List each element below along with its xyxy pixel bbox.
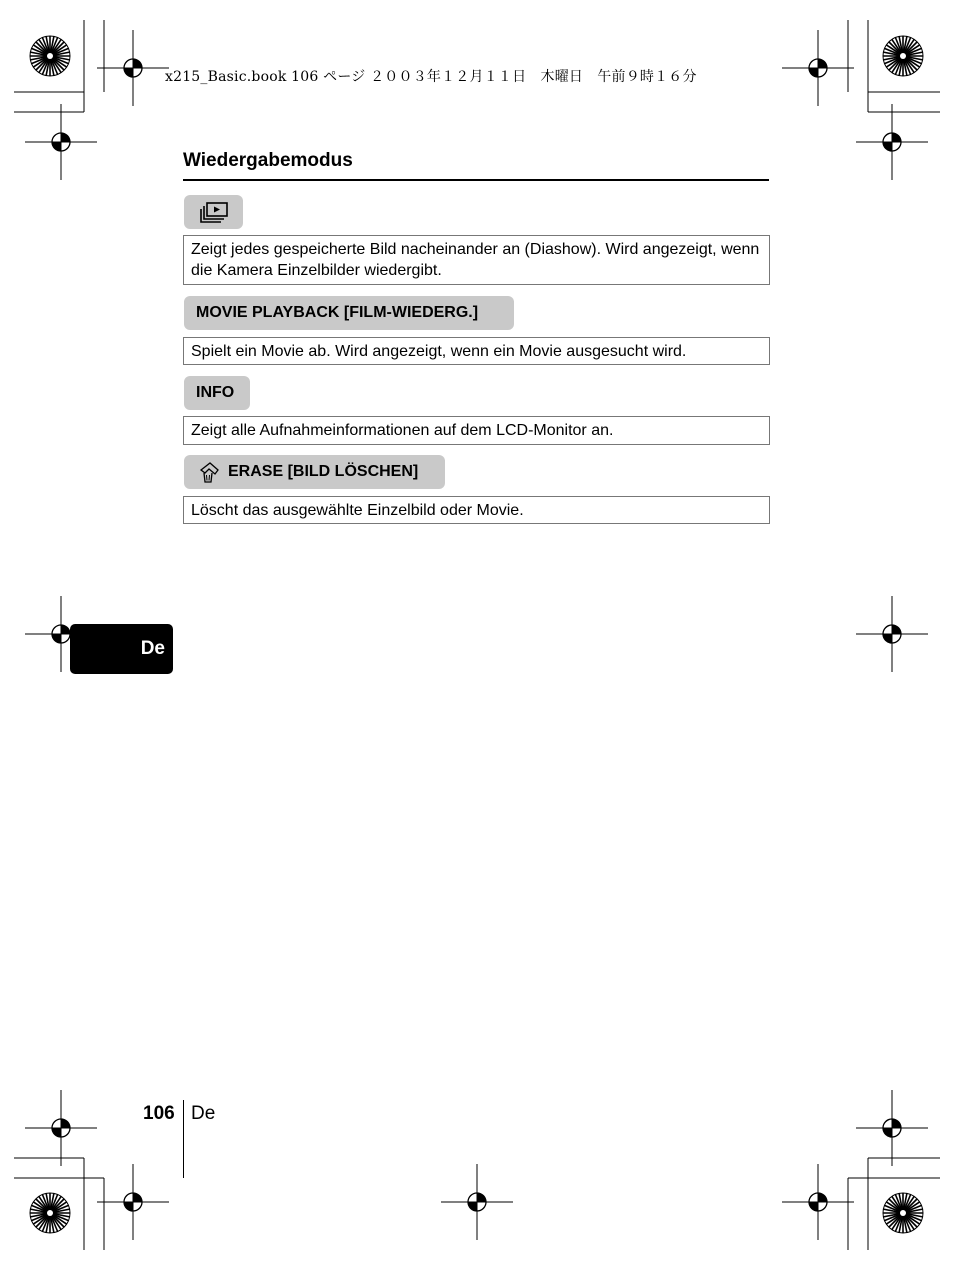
movie-playback-description: Spielt ein Movie ab. Wird angezeigt, wenn ein Movie ausgesucht wird. <box>183 337 770 365</box>
slideshow-icon <box>198 201 230 223</box>
slideshow-label <box>184 195 243 229</box>
section-title: Wiedergabemodus <box>183 150 769 181</box>
footer-divider <box>183 1100 184 1178</box>
footer-language: De <box>191 1103 216 1124</box>
info-label: INFO <box>184 376 250 410</box>
print-header: x215_Basic.book 106 ページ ２００３年１２月１１日 木曜日 午前９時１６分 <box>165 69 697 85</box>
info-description: Zeigt alle Aufnahmeinformationen auf dem LCD-Monitor an. <box>183 416 770 445</box>
slideshow-description: Zeigt jedes gespeicherte Bild nacheinander an (Diashow). Wird angezeigt, wenn die Kamera Einzelbilder wiedergibt. <box>183 235 770 285</box>
erase-label-text: ERASE [BILD LÖSCHEN] <box>228 463 419 480</box>
page-number: 106 <box>143 1103 175 1124</box>
erase-label <box>184 455 445 489</box>
erase-description: Löscht das ausgewählte Einzelbild oder Movie. <box>183 496 770 524</box>
movie-playback-label: MOVIE PLAYBACK [FILM-WIEDERG.] <box>184 296 514 330</box>
trash-icon <box>198 461 220 483</box>
language-tab: De <box>70 624 173 674</box>
